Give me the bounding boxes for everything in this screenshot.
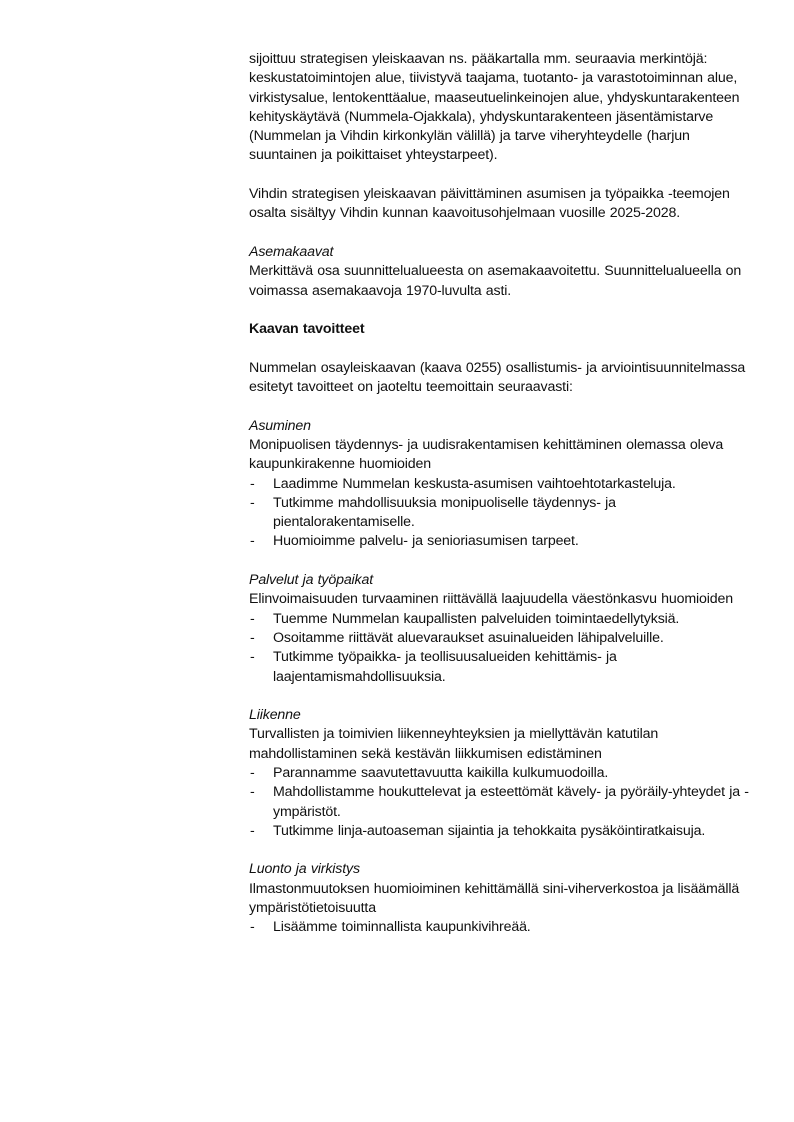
- update-paragraph: Vihdin strategisen yleiskaavan päivittäminen asumisen ja työpaikka -teemojen osalta sisältyy Vihdin kunnan kaavoitusohjelmaan vuosille 2025-2028.: [249, 186, 730, 222]
- bullet-dash: -: [250, 533, 255, 550]
- theme-title: Asuminen: [249, 417, 311, 434]
- list-item: [249, 918, 749, 937]
- theme-liikenne: [249, 706, 749, 841]
- list-item: [249, 532, 749, 551]
- theme-luonto-ja-virkistys: [249, 860, 749, 937]
- bullet-dash: -: [250, 822, 255, 839]
- list-item-text: Laadimme Nummelan keskusta-asumisen vaihtoehtotarkasteluja.: [273, 475, 676, 492]
- list-item-text: Tutkimme työpaikka- ja teollisuusalueiden kehittämis- ja laajentamismahdollisuuksia.: [273, 649, 617, 685]
- theme-palvelut-ja-tyopaikat: [249, 571, 749, 687]
- theme-asuminen: [249, 417, 749, 552]
- bullet-dash: -: [250, 649, 255, 666]
- bullet-dash: -: [250, 494, 255, 511]
- list-item: [249, 475, 749, 494]
- theme-bullet-list: [249, 475, 749, 552]
- list-item: [249, 783, 749, 822]
- list-item-text: Huomioimme palvelu- ja senioriasumisen tarpeet.: [273, 533, 579, 550]
- spacer: [249, 166, 749, 185]
- list-item-text: Parannamme saavutettavuutta kaikilla kulkumuodoilla.: [273, 764, 609, 781]
- list-item-text: Tuemme Nummelan kaupallisten palveluiden toimintaedellytyksiä.: [273, 610, 680, 627]
- list-item: [249, 629, 749, 648]
- goals-heading: Kaavan tavoitteet: [249, 321, 365, 338]
- asemakaavat-text: Merkittävä osa suunnittelualueesta on asemakaavoitettu. Suunnittelualueella on voimassa asemakaavoja 1970-luvulta asti.: [249, 263, 742, 299]
- theme-summary: Monipuolisen täydennys- ja uudisrakentamisen kehittäminen olemassa oleva kaupunkirakenne huomioiden: [249, 436, 724, 473]
- bullet-dash: -: [250, 784, 255, 801]
- document-page: [249, 50, 749, 938]
- list-item-text: Tutkimme mahdollisuuksia monipuoliselle täydennys- ja pientalorakentamiselle.: [273, 494, 616, 531]
- bullet-dash: -: [250, 610, 255, 627]
- theme-bullet-list: [249, 918, 749, 937]
- theme-title: Palvelut ja työpaikat: [249, 572, 374, 589]
- list-item: [249, 648, 749, 687]
- list-item: [249, 822, 749, 841]
- spacer: [249, 397, 749, 416]
- intro-paragraph: sijoittuu strategisen yleiskaavan ns. pääkartalla mm. seuraavia merkintöjä: keskustatoimintojen alue, tiivistyvä taajama, tuotanto- ja varastotoiminnan alue, virkistysalue, lentokenttäalue, maaseutuelinkeinojen alue, yhdyskuntarakenteen kehityskäytävä (Nummela-Ojakkala), yhdyskuntarakenteen jäsentämistarve (Nummelan ja Vihdin kirkonkylän välillä) ja tarve viheryhteydelle (harjun suuntainen ja poikittaiset yhteystarpeet).: [249, 51, 740, 164]
- bullet-dash: -: [250, 475, 255, 492]
- goals-intro: Nummelan osayleiskaavan (kaava 0255) osallistumis- ja arviointisuunnitelmassa esitetyt tavoitteet on jaoteltu teemoittain seuraavasti:: [249, 359, 746, 396]
- theme-summary: Elinvoimaisuuden turvaaminen riittävällä laajuudella väestönkasvu huomioiden: [249, 591, 734, 608]
- spacer: [249, 841, 749, 860]
- list-item: [249, 764, 749, 783]
- spacer: [249, 552, 749, 571]
- list-item-text: Osoitamme riittävät aluevaraukset asuinalueiden lähipalveluille.: [273, 629, 664, 646]
- asemakaavat-title: Asemakaavat: [249, 243, 334, 260]
- spacer: [249, 301, 749, 320]
- list-item: [249, 494, 749, 533]
- list-item-text: Mahdollistamme houkuttelevat ja esteettömät kävely- ja pyöräily-yhteydet ja -ympäristöt.: [273, 784, 749, 820]
- bullet-dash: -: [250, 764, 255, 781]
- theme-bullet-list: [249, 610, 749, 687]
- theme-title: Liikenne: [249, 707, 301, 724]
- bullet-dash: -: [250, 919, 255, 936]
- spacer: [249, 687, 749, 706]
- theme-summary: Turvallisten ja toimivien liikenneyhteyksien ja miellyttävän katutilan mahdollistaminen sekä kestävän liikkumisen edistäminen: [249, 726, 659, 762]
- spacer: [249, 224, 749, 243]
- theme-title: Luonto ja virkistys: [249, 861, 360, 878]
- list-item-text: Lisäämme toiminnallista kaupunkivihreää.: [273, 919, 531, 936]
- asemakaavat-section: [249, 243, 749, 301]
- list-item-text: Tutkimme linja-autoaseman sijaintia ja tehokkaita pysäköintiratkaisuja.: [273, 822, 706, 839]
- theme-summary: Ilmastonmuutoksen huomioiminen kehittämällä sini-viherverkostoa ja lisäämällä ympäristötietoisuutta: [249, 880, 740, 917]
- goals-section: [249, 320, 749, 938]
- theme-bullet-list: [249, 764, 749, 841]
- list-item: [249, 610, 749, 629]
- bullet-dash: -: [250, 629, 255, 646]
- spacer: [249, 339, 749, 358]
